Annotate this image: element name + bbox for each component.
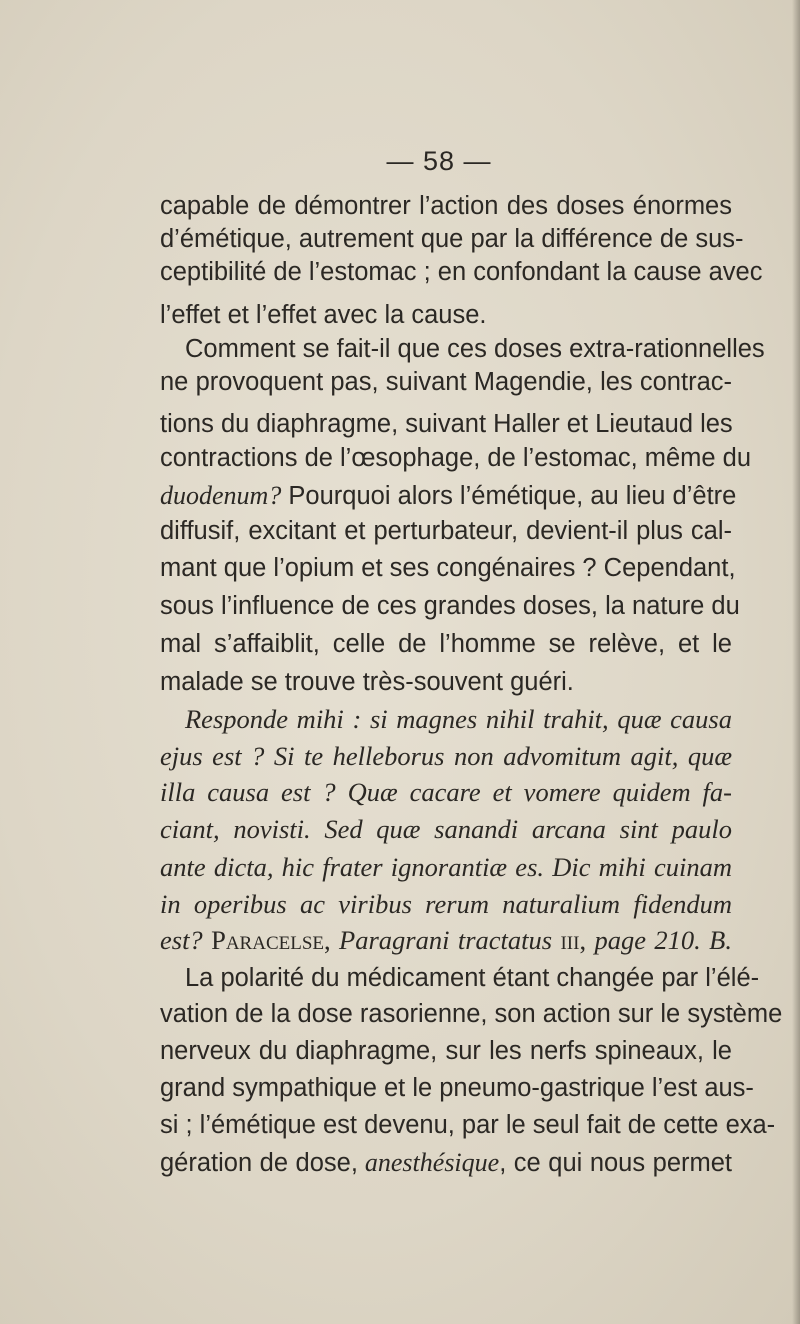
- text-line: ne provoquent pas, suivant Magendie, les contrac-: [160, 368, 732, 396]
- page-number: — 58 —: [386, 146, 492, 176]
- volume-number: iii,: [552, 925, 587, 955]
- italic-term: anesthésique: [357, 1148, 500, 1177]
- text-line: [160, 1146, 732, 1179]
- text-line: d’émétique, autrement que par la différence de sus-: [160, 225, 744, 253]
- text-line: mant que l’opium et ses congénaires ? Cependant,: [160, 554, 736, 582]
- text-span: Pourquoi alors l’émétique, au lieu d’être: [281, 482, 737, 510]
- text-line: vation de la dose rasorienne, son action sur le système: [160, 1000, 783, 1028]
- text-span: gération de dose,: [160, 1149, 358, 1177]
- author-name: Paracelse,: [202, 925, 331, 955]
- text-line: capable de démontrer l’action des doses énormes: [160, 192, 732, 220]
- text-line: Comment se fait-il que ces doses extra-rationnelles: [185, 335, 765, 363]
- text-line: [160, 479, 737, 512]
- text-line: nerveux du diaphragme, sur les nerfs spineaux, le: [160, 1037, 732, 1065]
- quote-line: ante dicta, hic frater ignorantiæ es. Dic mihi cuinam: [160, 852, 732, 882]
- text-line: mal s’affaiblit, celle de l’homme se relève, et le: [160, 630, 732, 658]
- text-line: sous l’influence de ces grandes doses, la nature du: [160, 592, 740, 620]
- text-line: diffusif, excitant et perturbateur, devient-il plus cal-: [160, 517, 732, 545]
- quote-line: illa causa est ? Quæ cacare et vomere quidem fa-: [160, 777, 732, 807]
- text-line: grand sympathique et le pneumo-gastrique l’est aus-: [160, 1074, 754, 1102]
- text-line: La polarité du médicament étant changée par l’élé-: [185, 964, 760, 992]
- text-line: l’effet et l’effet avec la cause.: [160, 301, 487, 329]
- quote-line: ciant, novisti. Sed quæ sanandi arcana sint paulo: [160, 814, 732, 844]
- quote-line: in operibus ac viribus rerum naturalium fidendum: [160, 889, 732, 919]
- text-span: est?: [160, 925, 203, 955]
- text-line: ceptibilité de l’estomac ; en confondant la cause avec: [160, 258, 763, 286]
- quote-line: ejus est ? Si te helleborus non advomitum agit, quæ: [160, 741, 732, 771]
- text-line: malade se trouve très-souvent guéri.: [160, 668, 574, 696]
- quote-line: Responde mihi : si magnes nihil trahit, quæ causa: [185, 704, 732, 734]
- text-line: si ; l’émétique est devenu, par le seul fait de cette exa-: [160, 1111, 776, 1139]
- text-line: contractions de l’œsophage, de l’estomac, même du: [160, 444, 752, 472]
- page-reference: page 210. B.: [586, 925, 732, 955]
- text-line: tions du diaphragme, suivant Haller et Lieutaud les: [160, 410, 733, 438]
- text-span: , ce qui nous permet: [499, 1149, 732, 1177]
- work-title: Paragrani tractatus: [330, 925, 553, 955]
- quote-citation: [160, 924, 732, 957]
- italic-term: duodenum?: [160, 481, 282, 510]
- page-edge-shadow: [792, 0, 800, 1324]
